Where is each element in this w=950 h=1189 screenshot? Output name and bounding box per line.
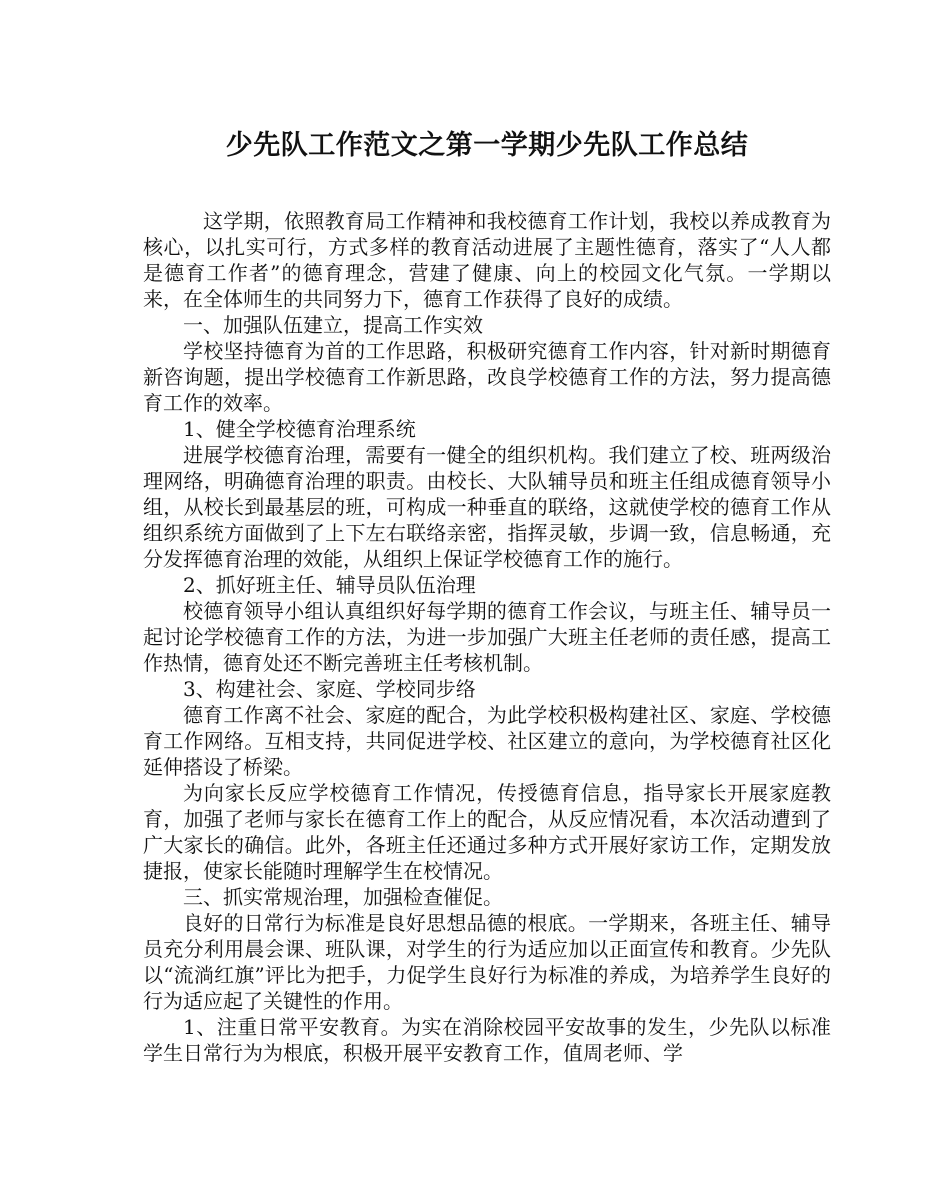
paragraph-intro: 这学期，依照教育局工作精神和我校德育工作计划，我校以养成教育为核心，以扎实可行，方式多样的教育活动进展了主题性德育，落实了“人人都是德育工作者”的德育理念，营建了健康、向上的校园文化气氛。一学期以来，在全体师生的共同努力下，德育工作获得了良好的成绩。 (143, 209, 831, 311)
paragraph: 学校坚持德育为首的工作思路，积极研究德育工作内容，针对新时期德育新咨询题，提出学校德育工作新思路，改良学校德育工作的方法，努力提高德育工作的效率。 (143, 339, 831, 415)
paragraph: 进展学校德育治理，需要有一健全的组织机构。我们建立了校、班两级治理网络，明确德育治理的职责。由校长、大队辅导员和班主任组成德育领导小组，从校长到最基层的班，可构成一种垂直的联络，这就使学校的德育工作从组织系统方面做到了上下左右联络亲密，指挥灵敏，步调一致，信息畅通，充分发挥德育治理的效能，从组织上保证学校德育工作的施行。 (143, 443, 831, 571)
paragraph: 为向家长反应学校德育工作情况，传授德育信息，指导家长开展家庭教育，加强了老师与家长在德育工作上的配合，从反应情况看，本次活动遭到了广大家长的确信。此外，各班主任还通过多种方式开展好家访工作，定期发放捷报，使家长能随时理解学生在校情况。 (143, 781, 831, 883)
subsection-heading-3: 3、构建社会、家庭、学校同步络 (183, 677, 476, 701)
paragraph: 德育工作离不社会、家庭的配合，为此学校积极构建社区、家庭、学校德育工作网络。互相支持，共同促进学校、社区建立的意向，为学校德育社区化延伸搭设了桥梁。 (143, 703, 831, 779)
document-page (143, 126, 831, 1066)
subsection-heading-2: 2、抓好班主任、辅导员队伍治理 (183, 573, 476, 597)
section-heading-1: 一、加强队伍建立，提高工作实效 (183, 313, 483, 337)
section-heading-3: 三、抓实常规治理，加强检查催促。 (183, 885, 503, 909)
document-title: 少先队工作范文之第一学期少先队工作总结 (225, 130, 749, 161)
paragraph: 良好的日常行为标准是良好思想品德的根底。一学期来，各班主任、辅导员充分利用晨会课、班队课，对学生的行为适应加以正面宣传和教育。少先队以“流淌红旗”评比为把手，力促学生良好行为标准的养成，为培养学生良好的行为适应起了关键性的作用。 (143, 911, 831, 1013)
paragraph: 校德育领导小组认真组织好每学期的德育工作会议，与班主任、辅导员一起讨论学校德育工作的方法，为进一步加强广大班主任老师的责任感，提高工作热情，德育处还不断完善班主任考核机制。 (143, 599, 831, 675)
document-body (143, 208, 831, 1066)
subsection-heading-1: 1、健全学校德育治理系统 (183, 417, 416, 441)
paragraph: 1、注重日常平安教育。为实在消除校园平安故事的发生，少先队以标准学生日常行为为根底，积极开展平安教育工作，值周老师、学 (143, 1015, 831, 1065)
